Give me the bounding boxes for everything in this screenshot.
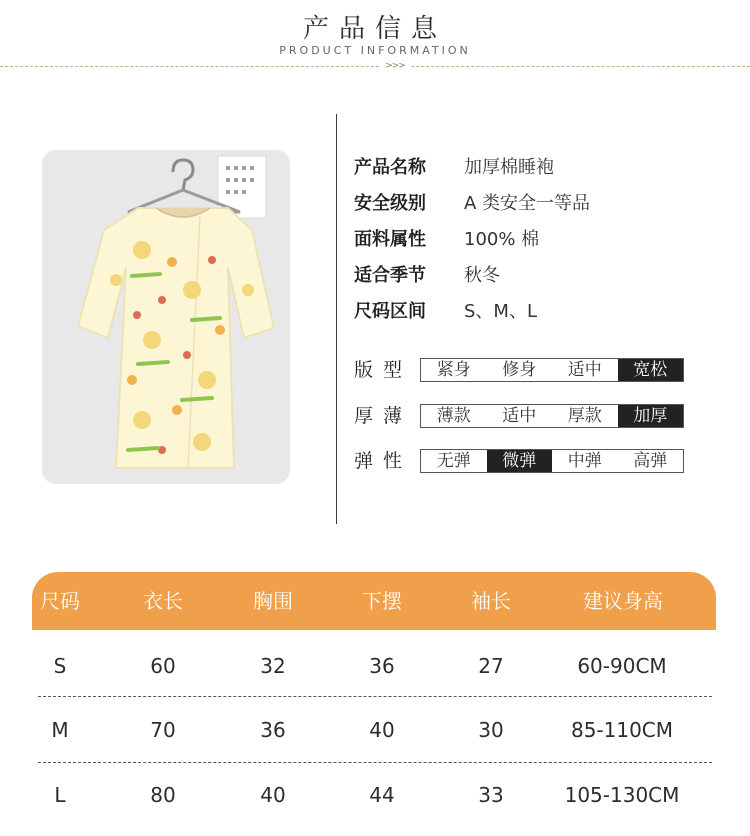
header-sleeve: 袖长 <box>471 589 511 613</box>
header-hem: 下摆 <box>362 589 402 613</box>
cell-height: 60-90CM <box>577 654 667 678</box>
product-photo <box>42 150 290 484</box>
header-divider <box>0 66 750 67</box>
cell-size: M <box>51 718 69 742</box>
cell-chest: 40 <box>260 783 286 807</box>
table-row <box>0 646 750 686</box>
cell-size: L <box>54 783 66 807</box>
cell-length: 60 <box>150 654 176 678</box>
info-value: 加厚棉睡袍 <box>464 157 554 178</box>
header-chest: 胸围 <box>253 589 293 613</box>
info-value: 秋冬 <box>464 265 500 286</box>
cell-chest: 32 <box>260 654 286 678</box>
cell-length: 80 <box>150 783 176 807</box>
cell-hem: 36 <box>369 654 395 678</box>
vertical-divider <box>336 114 337 524</box>
header-size: 尺码 <box>40 589 80 613</box>
row-separator <box>38 696 712 697</box>
spec-option: 高弹 <box>633 451 668 471</box>
cell-size: S <box>53 654 67 678</box>
info-label: 尺码区间 <box>354 301 426 322</box>
page-title: 产品信息 <box>302 14 447 44</box>
spec-option: 修身 <box>502 360 537 380</box>
info-label: 产品名称 <box>354 157 426 178</box>
spec-label: 弹性 <box>354 450 413 472</box>
cell-sleeve: 27 <box>478 654 504 678</box>
spec-label: 版型 <box>354 359 413 381</box>
size-table-header <box>32 572 716 630</box>
header-height: 建议身高 <box>583 589 663 613</box>
cell-sleeve: 33 <box>478 783 504 807</box>
cell-length: 70 <box>150 718 176 742</box>
info-value: A 类安全一等品 <box>464 193 591 214</box>
spec-option: 薄款 <box>436 406 471 426</box>
info-row-name <box>354 156 554 180</box>
spec-options <box>420 449 684 473</box>
cell-chest: 36 <box>260 718 286 742</box>
cell-height: 85-110CM <box>570 718 674 742</box>
info-row-season <box>354 264 500 288</box>
info-row-fabric <box>354 228 539 252</box>
spec-option: 中弹 <box>567 451 602 471</box>
cell-height: 105-130CM <box>564 783 680 807</box>
row-separator <box>38 762 712 763</box>
info-label: 面料属性 <box>354 229 426 250</box>
spec-option-selected: 宽松 <box>618 359 684 381</box>
info-label: 安全级别 <box>354 193 426 214</box>
spec-option-selected: 微弹 <box>487 450 553 472</box>
info-row-safety <box>354 192 590 216</box>
spec-option: 适中 <box>502 406 537 426</box>
spec-label: 厚薄 <box>354 405 413 427</box>
spec-options <box>420 358 684 382</box>
page-subtitle: PRODUCT INFORMATION <box>279 44 471 57</box>
cell-hem: 40 <box>369 718 395 742</box>
info-value: 100% 棉 <box>464 229 540 250</box>
spec-options <box>420 404 684 428</box>
info-row-sizes <box>354 300 537 324</box>
header-length: 衣长 <box>143 589 183 613</box>
table-row <box>0 775 750 815</box>
cell-sleeve: 30 <box>478 718 504 742</box>
spec-option: 适中 <box>567 360 602 380</box>
cell-hem: 44 <box>369 783 395 807</box>
double-chevron-icon: >>> <box>380 61 410 72</box>
spec-option: 厚款 <box>567 406 602 426</box>
spec-option-selected: 加厚 <box>618 405 684 427</box>
spec-option: 紧身 <box>436 360 471 380</box>
info-value: S、M、L <box>464 301 537 322</box>
info-label: 适合季节 <box>354 265 426 286</box>
table-row <box>0 710 750 750</box>
spec-option: 无弹 <box>436 451 471 471</box>
